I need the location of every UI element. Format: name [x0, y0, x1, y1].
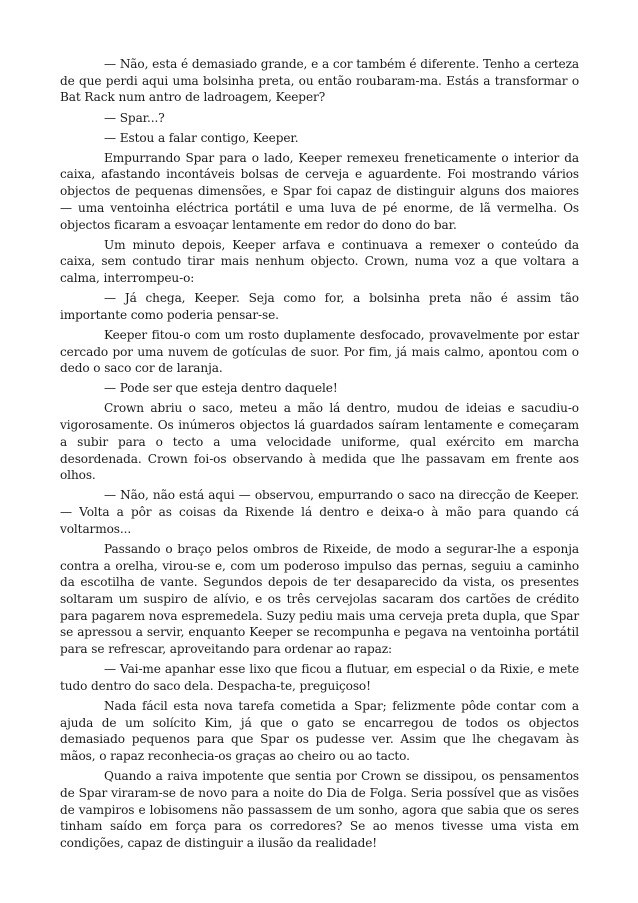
paragraph-9: Crown abriu o saco, meteu a mão lá dentro, mudou de ideias e sacudiu-o vigorosamente. Os inúmeros objectos lá guardados saíram lentamente e começaram a subir para o tecto a uma velocidade uniforme, qual exército em marcha desordenada. Crown foi-os observando à medida que lhe passavam em frente aos olhos.	[60, 401, 579, 483]
paragraph-8: — Pode ser que esteja dentro daquele!	[104, 381, 338, 396]
paragraph-4: Empurrando Spar para o lado, Keeper remexeu freneticamente o interior da caixa, afastando incontáveis bolsas de cerveja e aguardente. Foi mostrando vários objectos de pequenas dimensões, e Spar foi capaz de distinguir alguns dos maiores — uma ventoinha eléctrica portátil e uma luva de pé enorme, de lã vermelha. Os objectos ficaram a esvoaçar lentamente em redor do dono do bar.	[60, 150, 579, 232]
paragraph-3: — Estou a falar contigo, Keeper.	[104, 130, 299, 145]
paragraph-12: — Vai-me apanhar esse lixo que ficou a flutuar, em especial o da Rixie, e mete tudo dentro do saco dela. Despacha-te, preguiçoso!	[60, 662, 579, 693]
paragraph-10: — Não, não está aqui — observou, empurrando o saco na direcção de Keeper. — Volta a pôr as coisas da Rixende lá dentro e deixa-o à mão para quando cá voltarmos...	[60, 488, 579, 536]
paragraph-7: Keeper fitou-o com um rosto duplamente desfocado, provavelmente por estar cercado por uma nuvem de gotículas de suor. Por fim, já mais calmo, apontou com o dedo o saco cor de laranja.	[60, 327, 579, 376]
page-body	[60, 56, 579, 855]
paragraph-6: — Já chega, Keeper. Seja como for, a bolsinha preta não é assim tão importante como poderia pensar-se.	[60, 291, 579, 322]
paragraph-2: — Spar...?	[104, 110, 165, 125]
paragraph-13: Nada fácil esta nova tarefa cometida a Spar; felizmente pôde contar com a ajuda de um solícito Kim, já que o gato se encarregou de todos os objectos demasiado pequenos para que Spar os pudesse ver. Assim que lhe chegavam às mãos, o rapaz reconhecia-os graças ao cheiro ou ao tacto.	[60, 699, 579, 764]
paragraph-5: Um minuto depois, Keeper arfava e continuava a remexer o conteúdo da caixa, sem contudo tirar mais nenhum objecto. Crown, numa voz a que voltara a calma, interrompeu-o:	[60, 237, 579, 285]
paragraph-11: Passando o braço pelos ombros de Rixeide, de modo a segurar-lhe a esponja contra a orelha, virou-se e, com um poderoso impulso das pernas, seguiu a caminho da escotilha de vante. Segundos depois de ter desaparecido da vista, os presentes soltaram um suspiro de alívio, e os três cervejolas sacaram dos cartões de crédito para pagarem nova espremedela. Suzy pediu mais uma cerveja preta dupla, que Spar se apressou a servir, enquanto Keeper se recompunha e pegava na ventoinha portátil para se refrescar, aproveitando para ordenar ao rapaz:	[60, 541, 579, 657]
paragraph-1: — Não, esta é demasiado grande, e a cor também é diferente. Tenho a certeza de que perdi aqui uma bolsinha preta, ou então roubaram-ma. Estás a transformar o Bat Rack num antro de ladroagem, Keeper?	[60, 57, 579, 105]
paragraph-14: Quando a raiva impotente que sentia por Crown se dissipou, os pensamentos de Spar viraram-se de novo para a noite do Dia de Folga. Seria possível que as visões de vampiros e lobisomens não passassem de um sonho, agora que sabia que os seres tinham saído em força para os corredores? Se ao menos tivesse uma vista em condições, capaz de distinguir a ilusão da realidade!	[60, 769, 579, 851]
